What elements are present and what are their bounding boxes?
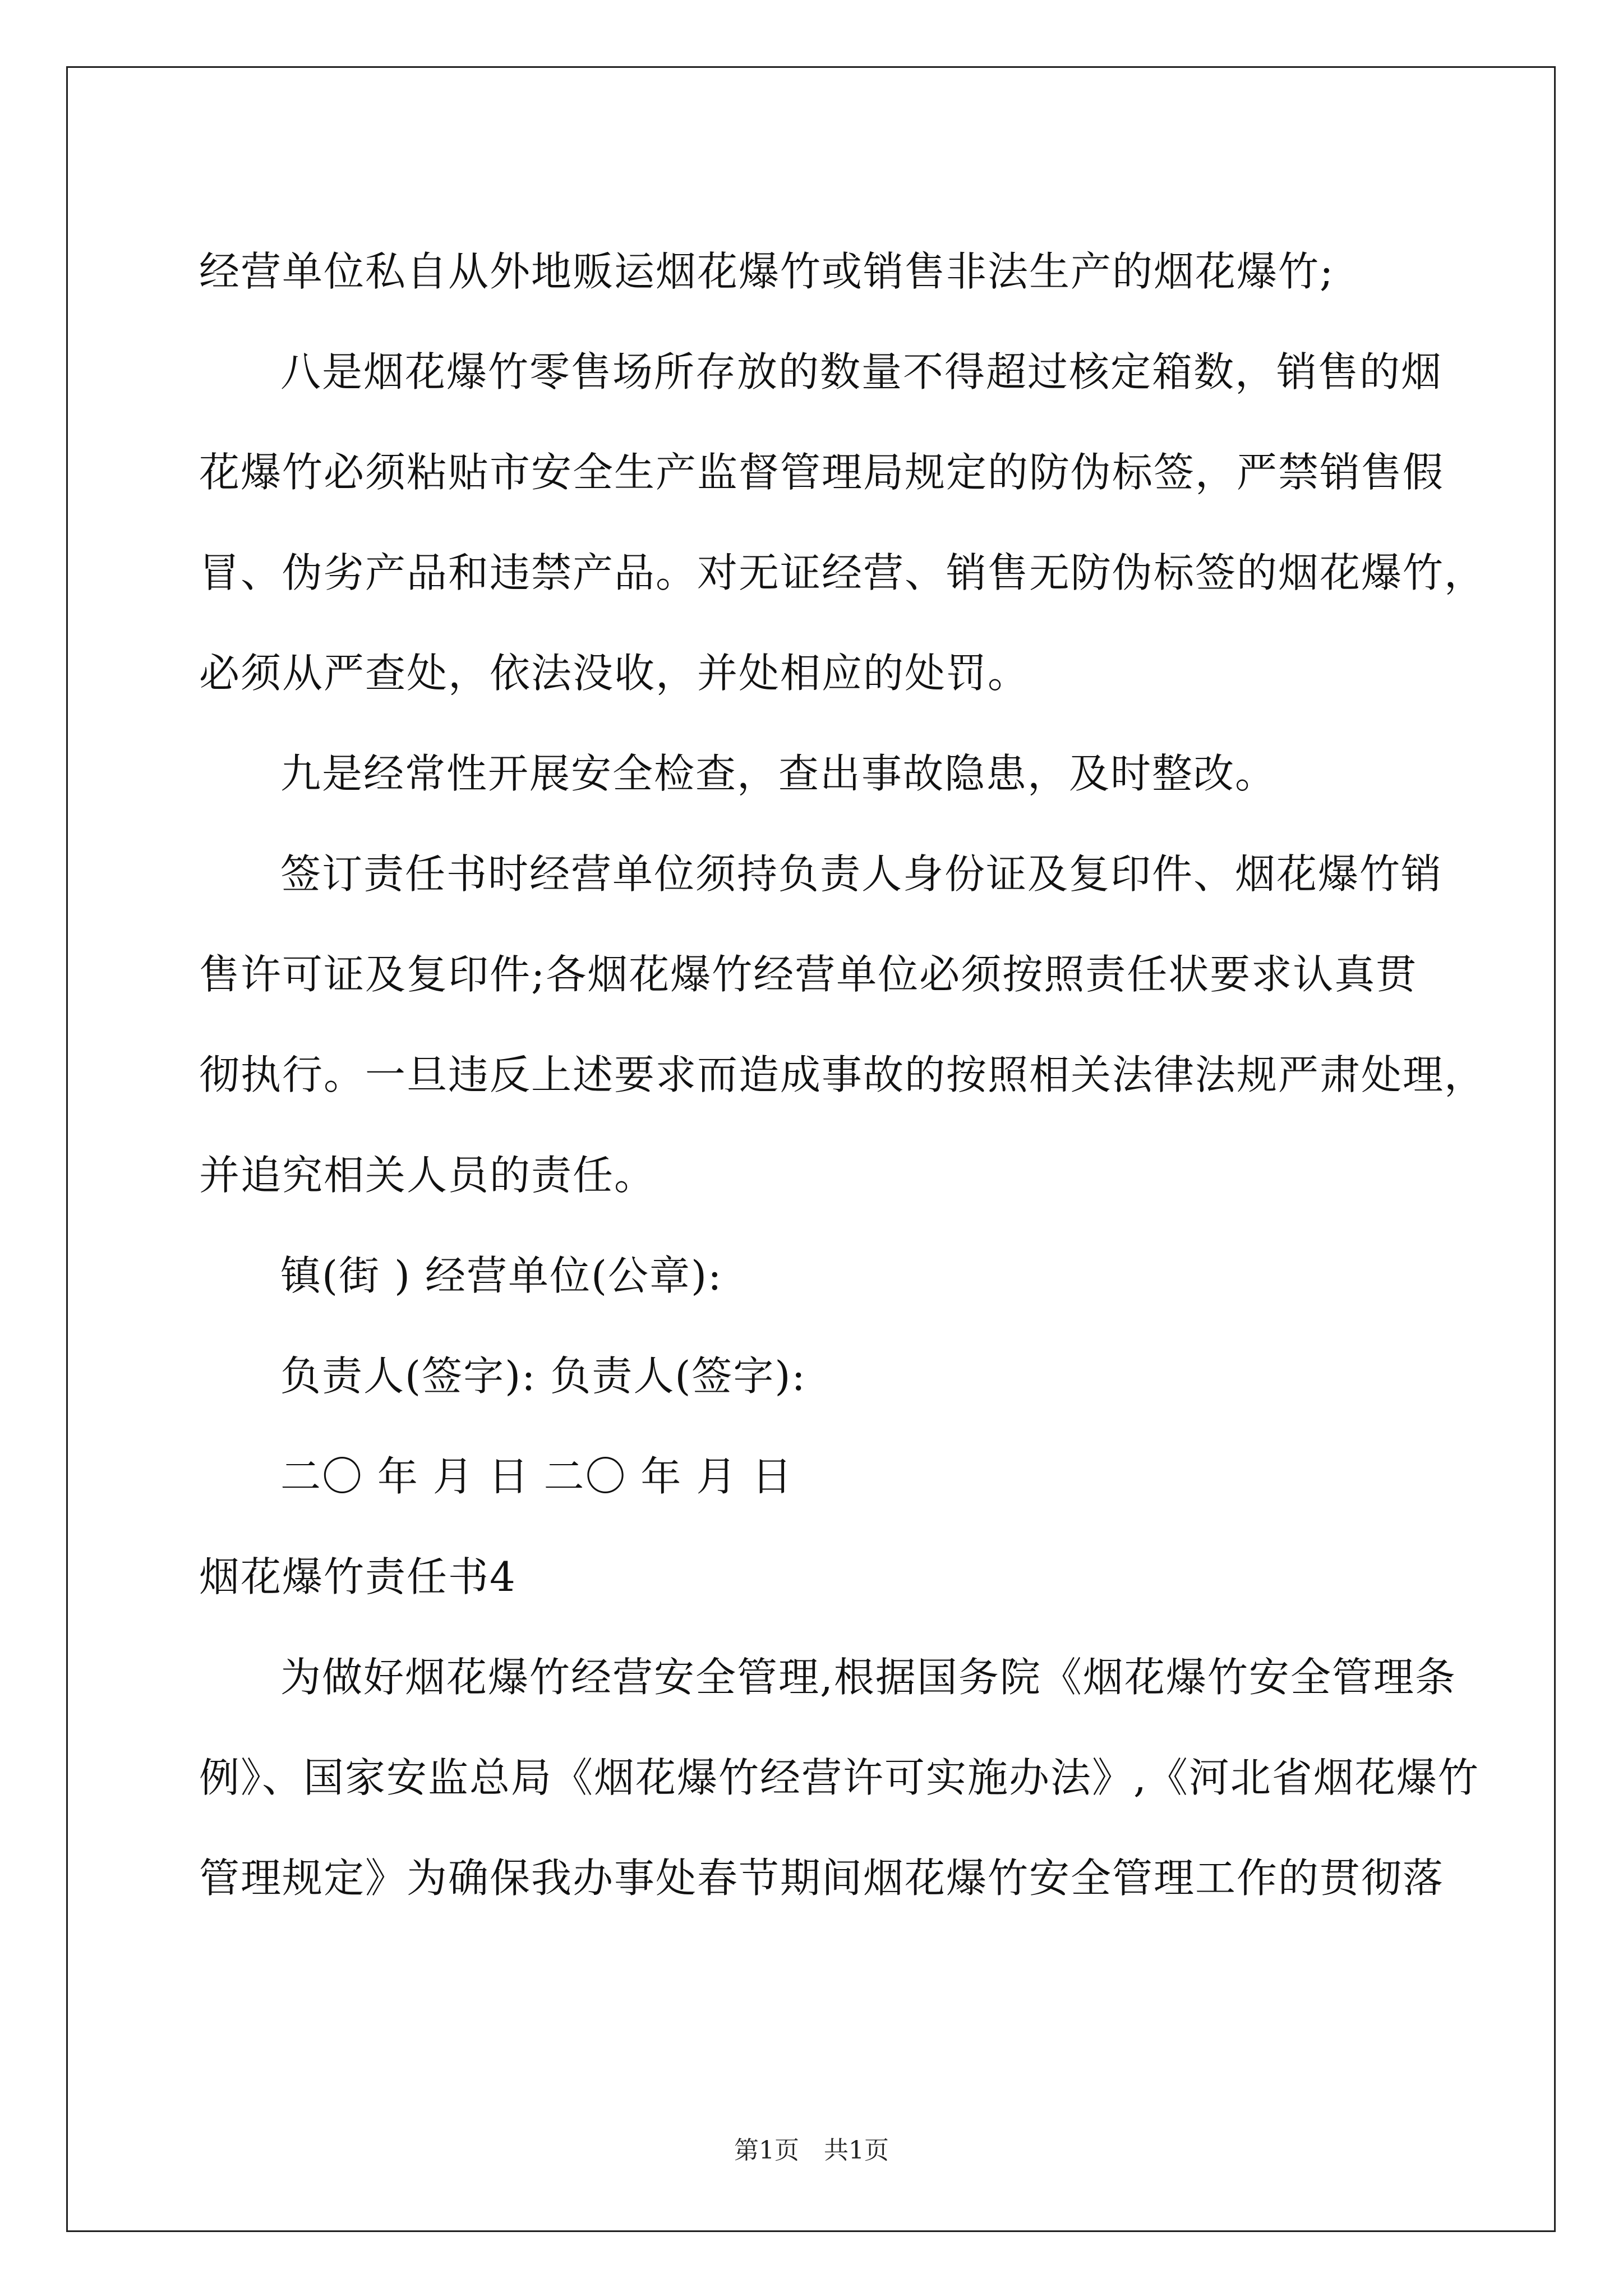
paragraph-line: 例》、国家安监总局《烟花爆竹经营许可实施办法》,《河北省烟花爆竹 — [199, 1754, 1479, 1801]
paragraph-line: 管理规定》为确保我办事处春节期间烟花爆竹安全管理工作的贯彻落 — [199, 1855, 1445, 1902]
document-body — [199, 222, 1486, 1929]
paragraph-line: 冒、伪劣产品和违禁产品。对无证经营、销售无防伪标签的烟花爆竹， — [199, 549, 1486, 596]
paragraph-line: 经营单位私自从外地贩运烟花爆竹或销售非法生产的烟花爆竹; — [199, 248, 1335, 295]
signature-line-seal: 镇(街 ) 经营单位(公章): — [280, 1252, 723, 1299]
signature-line-signer: 负责人(签字): 负责人(签字): — [280, 1352, 806, 1400]
paragraph-line: 并追究相关人员的责任。 — [199, 1152, 656, 1199]
paragraph-line: 花爆竹必须粘贴市安全生产监督管理局规定的防伪标签，严禁销售假 — [199, 449, 1445, 496]
paragraph-line: 为做好烟花爆竹经营安全管理,根据国务院《烟花爆竹安全管理条 — [280, 1654, 1456, 1701]
paragraph-line: 彻执行。一旦违反上述要求而造成事故的按照相关法律法规严肃处理， — [199, 1051, 1486, 1098]
page-number-footer: 第1页 共1页 — [734, 2136, 889, 2165]
signature-line-date: 二〇 年 月 日 二〇 年 月 日 — [280, 1453, 794, 1500]
paragraph-line: 售许可证及复印件;各烟花爆竹经营单位必须按照责任状要求认真贯 — [199, 951, 1418, 998]
paragraph-line: 签订责任书时经营单位须持负责人身份证及复印件、烟花爆竹销 — [280, 850, 1443, 898]
section-heading: 烟花爆竹责任书4 — [199, 1553, 517, 1600]
paragraph-line: 八是烟花爆竹零售场所存放的数量不得超过核定箱数，销售的烟 — [280, 348, 1443, 395]
paragraph-line: 必须从严查处，依法没收，并处相应的处罚。 — [199, 650, 1030, 697]
paragraph-line: 九是经常性开展安全检查，查出事故隐患，及时整改。 — [280, 750, 1277, 797]
